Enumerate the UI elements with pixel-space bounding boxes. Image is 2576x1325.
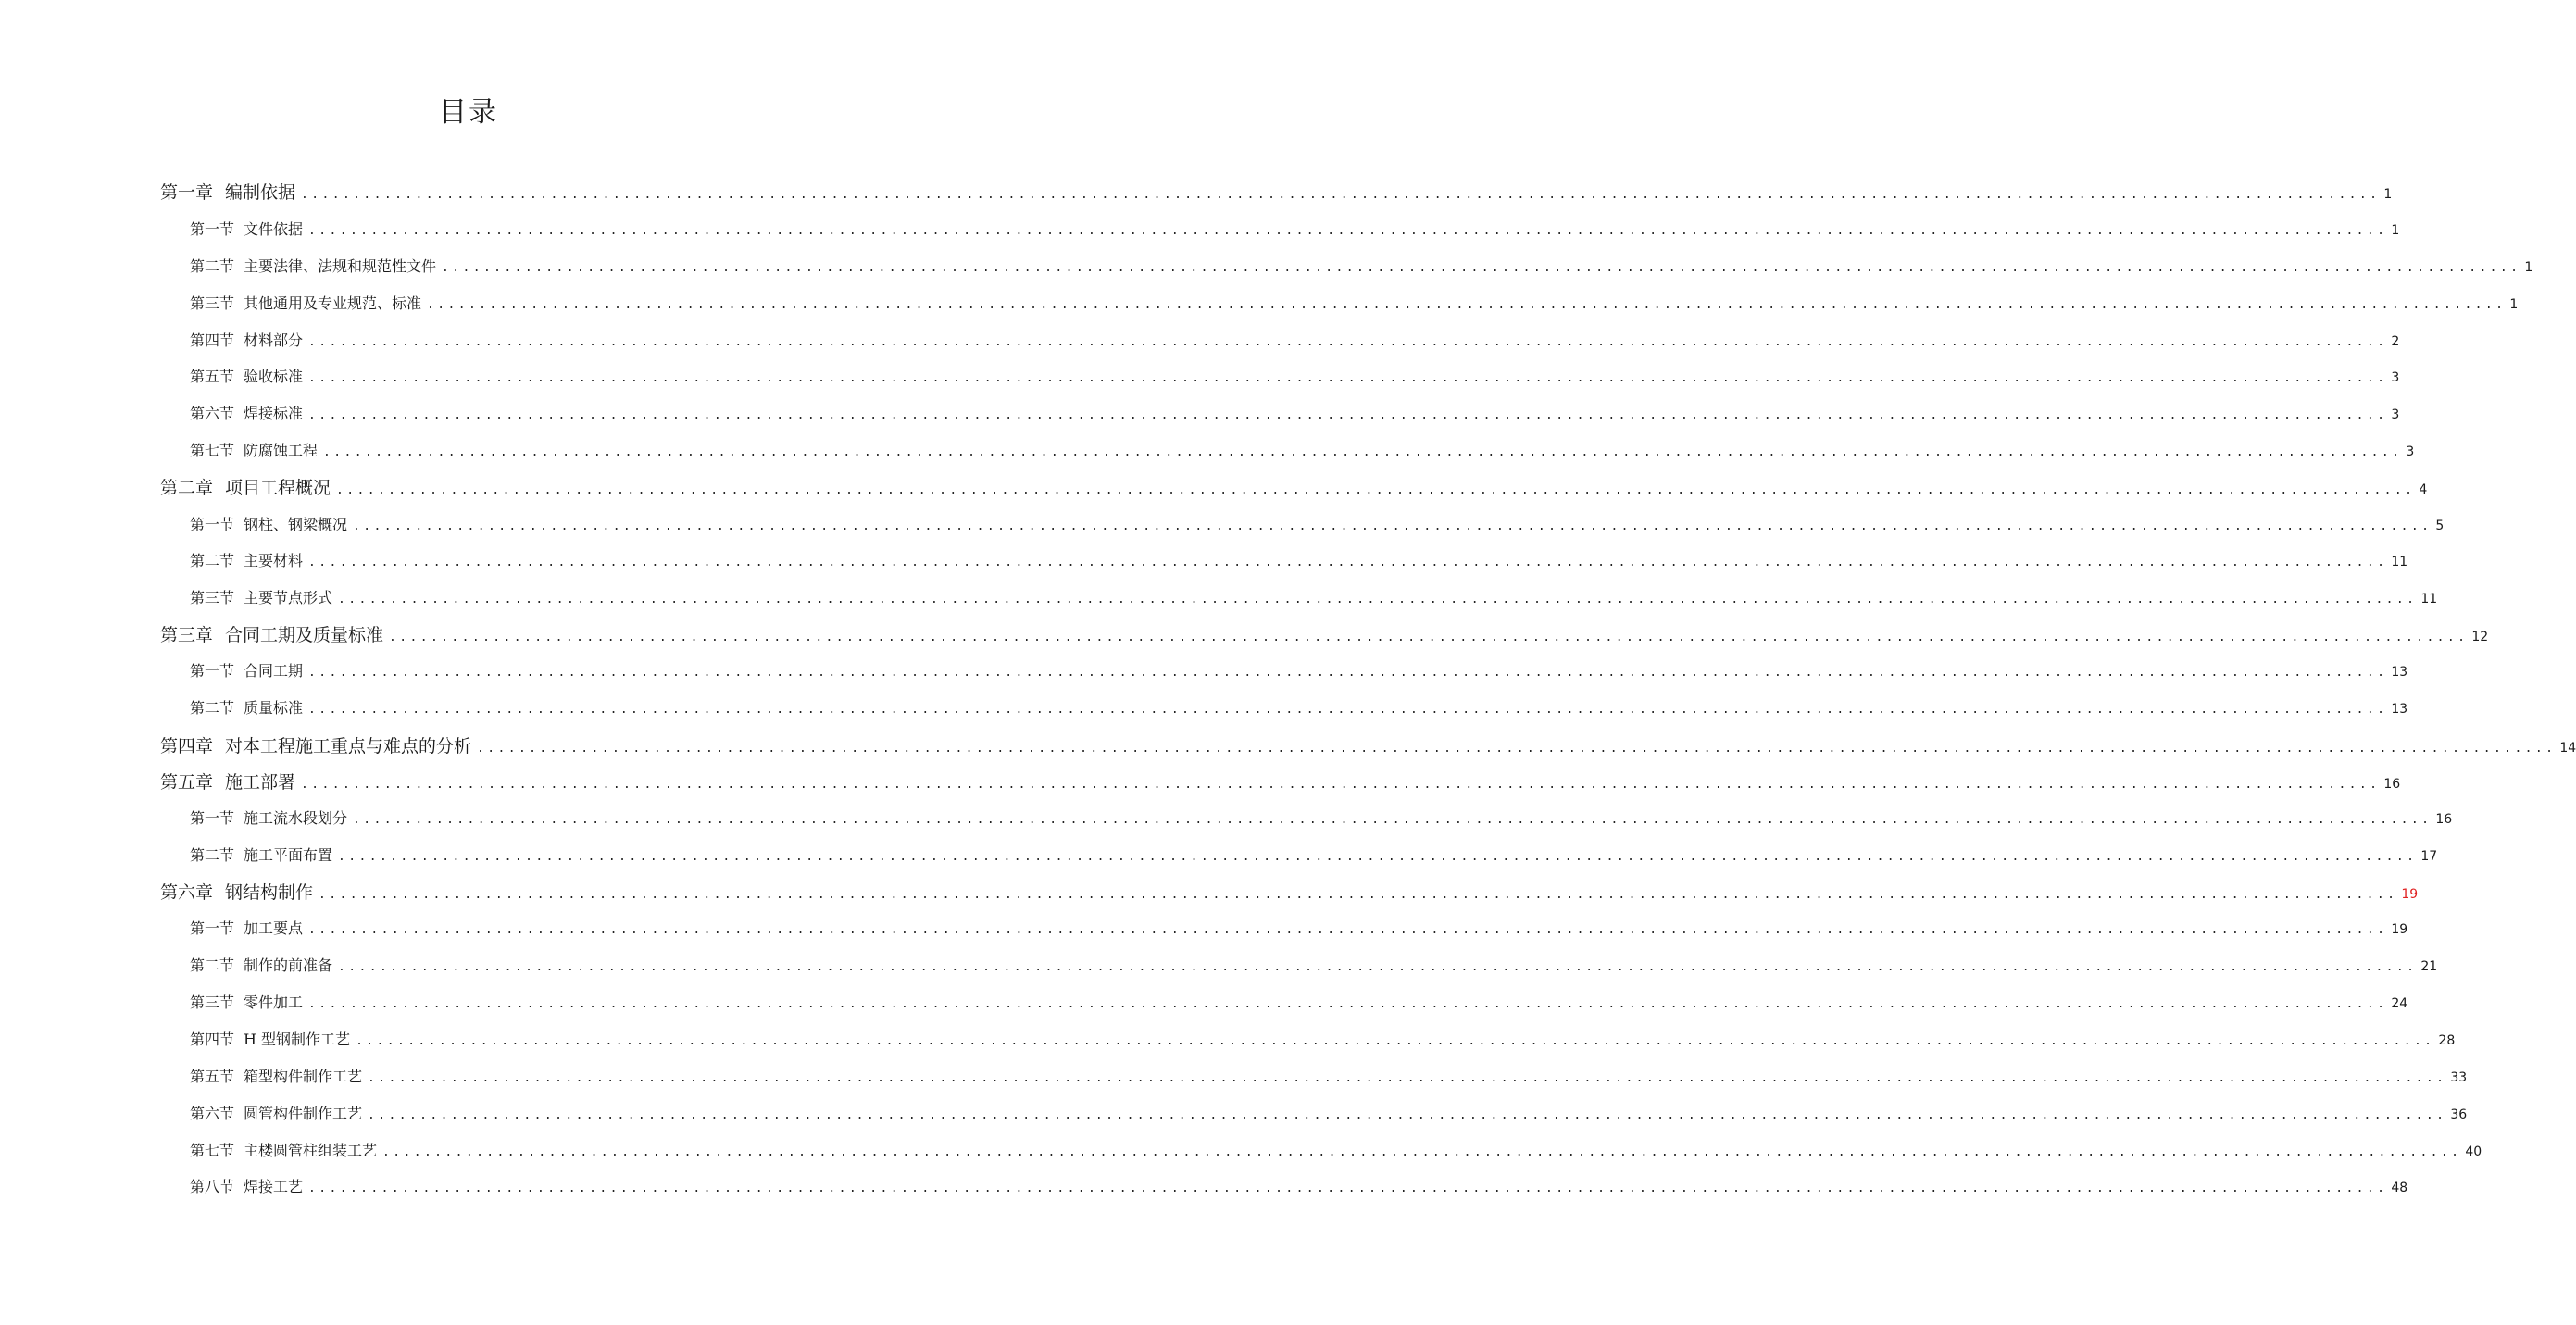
toc-dot-leader: ........................................................................................................................................................................................................ xyxy=(308,1181,2388,1195)
toc-page-number: 28 xyxy=(2438,1033,2456,1048)
toc-page-number: 1 xyxy=(2524,260,2533,275)
toc-dot-leader: ........................................................................................................................................................................................................ xyxy=(442,261,2521,275)
toc-entry-number: 第二节 xyxy=(190,956,235,974)
toc-entry-title: 编制依据 xyxy=(225,182,296,203)
toc-entry-number: 第八节 xyxy=(190,1178,235,1195)
toc-page-number: 16 xyxy=(2383,777,2401,792)
toc-section-entry[interactable] xyxy=(190,1140,2482,1162)
toc-entry-number: 第七节 xyxy=(190,442,235,459)
toc-dot-leader: ........................................................................................................................................................................................................ xyxy=(356,1034,2435,1048)
toc-entry-title: 圆管构件制作工艺 xyxy=(244,1105,363,1122)
toc-page-number: 5 xyxy=(2435,519,2445,533)
toc-section-entry[interactable] xyxy=(190,807,2453,830)
toc-chapter-entry[interactable] xyxy=(160,181,2393,205)
toc-page-number: 24 xyxy=(2391,996,2408,1011)
toc-entry-number: 第七节 xyxy=(190,1142,235,1159)
toc-entry-number: 第二节 xyxy=(190,699,235,717)
toc-section-entry[interactable] xyxy=(190,918,2408,940)
toc-entry-title: 主要法律、法规和规范性文件 xyxy=(244,257,437,275)
toc-page-number: 48 xyxy=(2391,1181,2408,1195)
toc-entry-title: 防腐蚀工程 xyxy=(244,442,319,459)
toc-section-entry[interactable] xyxy=(190,366,2400,388)
toc-entry-title: 施工平面布置 xyxy=(244,846,333,864)
toc-entry-title: 主要材料 xyxy=(244,552,304,569)
toc-dot-leader: ........................................................................................................................................................................................................ xyxy=(308,666,2388,680)
toc-dot-leader: ........................................................................................................................................................................................................ xyxy=(301,188,2381,202)
toc-entry-number: 第六节 xyxy=(190,405,235,422)
toc-section-entry[interactable] xyxy=(190,660,2408,682)
toc-entry-number: 第五节 xyxy=(190,1068,235,1085)
toc-entry-number: 第一节 xyxy=(190,220,235,238)
toc-entry-number: 第三节 xyxy=(190,994,235,1011)
toc-section-entry[interactable] xyxy=(190,844,2438,867)
toc-page-number: 40 xyxy=(2465,1144,2482,1159)
toc-dot-leader: ........................................................................................................................................................................................................ xyxy=(389,631,2469,644)
toc-page-number: 13 xyxy=(2391,665,2408,680)
toc-entry-number: 第一节 xyxy=(190,516,235,533)
toc-page-number: 16 xyxy=(2435,812,2453,827)
toc-page-number: 36 xyxy=(2450,1107,2468,1122)
toc-page-number: 2 xyxy=(2391,334,2400,349)
toc-page-number: 3 xyxy=(2406,444,2415,459)
toc-dot-leader: ........................................................................................................................................................................................................ xyxy=(308,224,2388,238)
toc-page-number: 21 xyxy=(2420,959,2438,974)
toc-page-number: 4 xyxy=(2419,482,2428,497)
toc-dot-leader: ........................................................................................................................................................................................................ xyxy=(308,556,2388,569)
toc-page-number: 1 xyxy=(2509,297,2519,312)
toc-entry-title: 其他通用及专业规范、标准 xyxy=(244,294,422,312)
toc-section-entry[interactable] xyxy=(190,293,2519,315)
toc-section-entry[interactable] xyxy=(190,219,2400,241)
toc-dot-leader: ........................................................................................................................................................................................................ xyxy=(308,923,2388,937)
toc-entry-number: 第二章 xyxy=(160,478,214,498)
toc-page-number: 3 xyxy=(2391,407,2400,422)
toc-entry-title: 质量标准 xyxy=(244,699,304,717)
toc-section-entry[interactable] xyxy=(190,256,2533,278)
toc-entry-number: 第二节 xyxy=(190,257,235,275)
toc-dot-leader: ........................................................................................................................................................................................................ xyxy=(338,850,2418,864)
toc-entry-number: 第四节 xyxy=(190,1031,235,1048)
toc-entry-title: 项目工程概况 xyxy=(225,478,331,498)
toc-dot-leader: ........................................................................................................................................................................................................ xyxy=(301,778,2381,792)
toc-dot-leader: ........................................................................................................................................................................................................ xyxy=(338,593,2418,606)
toc-dot-leader: ........................................................................................................................................................................................................ xyxy=(308,371,2388,385)
toc-entry-number: 第一节 xyxy=(190,809,235,827)
toc-dot-leader: ........................................................................................................................................................................................................ xyxy=(368,1108,2447,1122)
toc-dot-leader: ........................................................................................................................................................................................................ xyxy=(319,888,2398,902)
toc-entry-number: 第三章 xyxy=(160,625,214,645)
toc-entry-title: H 型钢制作工艺 xyxy=(244,1031,351,1048)
toc-entry-number: 第六章 xyxy=(160,882,214,903)
toc-section-entry[interactable] xyxy=(190,1103,2468,1125)
toc-dot-leader: ........................................................................................................................................................................................................ xyxy=(477,742,2557,756)
toc-entry-title: 合同工期 xyxy=(244,662,304,680)
toc-dot-leader: ........................................................................................................................................................................................................ xyxy=(308,997,2388,1011)
page-title: 目录 xyxy=(439,96,498,129)
toc-entry-title: 钢柱、钢梁概况 xyxy=(244,516,348,533)
toc-entry-title: 主要节点形式 xyxy=(244,589,333,606)
toc-section-entry[interactable] xyxy=(190,1029,2456,1051)
toc-section-entry[interactable] xyxy=(190,955,2438,977)
toc-entry-title: 钢结构制作 xyxy=(225,882,314,903)
toc-page-number: 19 xyxy=(2401,887,2419,902)
toc-entry-title: 加工要点 xyxy=(244,919,304,937)
toc-entry-number: 第四节 xyxy=(190,331,235,349)
toc-page-number: 19 xyxy=(2391,922,2408,937)
toc-entry-title: 对本工程施工重点与难点的分析 xyxy=(225,736,472,756)
toc-dot-leader: ........................................................................................................................................................................................................ xyxy=(336,483,2416,497)
toc-page-number: 14 xyxy=(2559,741,2576,756)
toc-section-entry[interactable] xyxy=(190,1176,2408,1198)
toc-entry-title: 主楼圆管柱组装工艺 xyxy=(244,1142,378,1159)
toc-entry-title: 焊接标准 xyxy=(244,405,304,422)
toc-entry-title: 制作的前准备 xyxy=(244,956,333,974)
toc-entry-number: 第四章 xyxy=(160,736,214,756)
toc-chapter-entry[interactable] xyxy=(160,734,2576,758)
toc-dot-leader: ........................................................................................................................................................................................................ xyxy=(353,813,2432,827)
toc-entry-title: 验收标准 xyxy=(244,368,304,385)
toc-page-number: 3 xyxy=(2391,370,2400,385)
toc-page-number: 1 xyxy=(2391,223,2400,238)
toc-page-number: 13 xyxy=(2391,702,2408,717)
toc-chapter-entry[interactable] xyxy=(160,881,2419,905)
toc-entry-number: 第三节 xyxy=(190,294,235,312)
toc-page-number: 11 xyxy=(2391,555,2408,569)
toc-section-entry[interactable] xyxy=(190,1066,2468,1088)
toc-section-entry[interactable] xyxy=(190,992,2408,1014)
toc-section-entry[interactable] xyxy=(190,514,2445,536)
toc-entry-title: 施工部署 xyxy=(225,772,296,793)
toc-entry-number: 第三节 xyxy=(190,589,235,606)
toc-chapter-entry[interactable] xyxy=(160,770,2401,794)
toc-entry-number: 第一节 xyxy=(190,919,235,937)
toc-entry-number: 第五节 xyxy=(190,368,235,385)
toc-section-entry[interactable] xyxy=(190,587,2438,609)
toc-dot-leader: ........................................................................................................................................................................................................ xyxy=(308,703,2388,717)
toc-dot-leader: ........................................................................................................................................................................................................ xyxy=(323,445,2403,459)
toc-entry-title: 焊接工艺 xyxy=(244,1178,304,1195)
toc-page-number: 1 xyxy=(2383,187,2393,202)
toc-section-entry[interactable] xyxy=(190,550,2408,572)
toc-dot-leader: ........................................................................................................................................................................................................ xyxy=(427,298,2507,312)
toc-dot-leader: ........................................................................................................................................................................................................ xyxy=(382,1145,2462,1159)
toc-section-entry[interactable] xyxy=(190,697,2408,719)
toc-dot-leader: ........................................................................................................................................................................................................ xyxy=(368,1071,2447,1085)
toc-entry-number: 第五章 xyxy=(160,772,214,793)
toc-entry-number: 第二节 xyxy=(190,552,235,569)
toc-page-number: 33 xyxy=(2450,1070,2468,1085)
toc-entry-title: 零件加工 xyxy=(244,994,304,1011)
toc-entry-title: 施工流水段划分 xyxy=(244,809,348,827)
toc-entry-number: 第一章 xyxy=(160,182,214,203)
toc-chapter-entry[interactable] xyxy=(160,476,2428,500)
toc-entry-title: 合同工期及质量标准 xyxy=(225,625,384,645)
toc-entry-title: 材料部分 xyxy=(244,331,304,349)
toc-page-number: 17 xyxy=(2420,849,2438,864)
toc-entry-number: 第一节 xyxy=(190,662,235,680)
toc-section-entry[interactable] xyxy=(190,330,2400,352)
toc-dot-leader: ........................................................................................................................................................................................................ xyxy=(308,335,2388,349)
toc-dot-leader: ........................................................................................................................................................................................................ xyxy=(308,408,2388,422)
toc-section-entry[interactable] xyxy=(190,403,2400,425)
toc-page-number: 12 xyxy=(2471,630,2489,644)
toc-page-number: 11 xyxy=(2420,592,2438,606)
toc-chapter-entry[interactable] xyxy=(160,623,2489,647)
toc-section-entry[interactable] xyxy=(190,440,2415,462)
toc-dot-leader: ........................................................................................................................................................................................................ xyxy=(353,519,2432,533)
toc-entry-number: 第六节 xyxy=(190,1105,235,1122)
toc-dot-leader: ........................................................................................................................................................................................................ xyxy=(338,960,2418,974)
toc-entry-title: 文件依据 xyxy=(244,220,304,238)
toc-entry-number: 第二节 xyxy=(190,846,235,864)
toc-entry-title: 箱型构件制作工艺 xyxy=(244,1068,363,1085)
